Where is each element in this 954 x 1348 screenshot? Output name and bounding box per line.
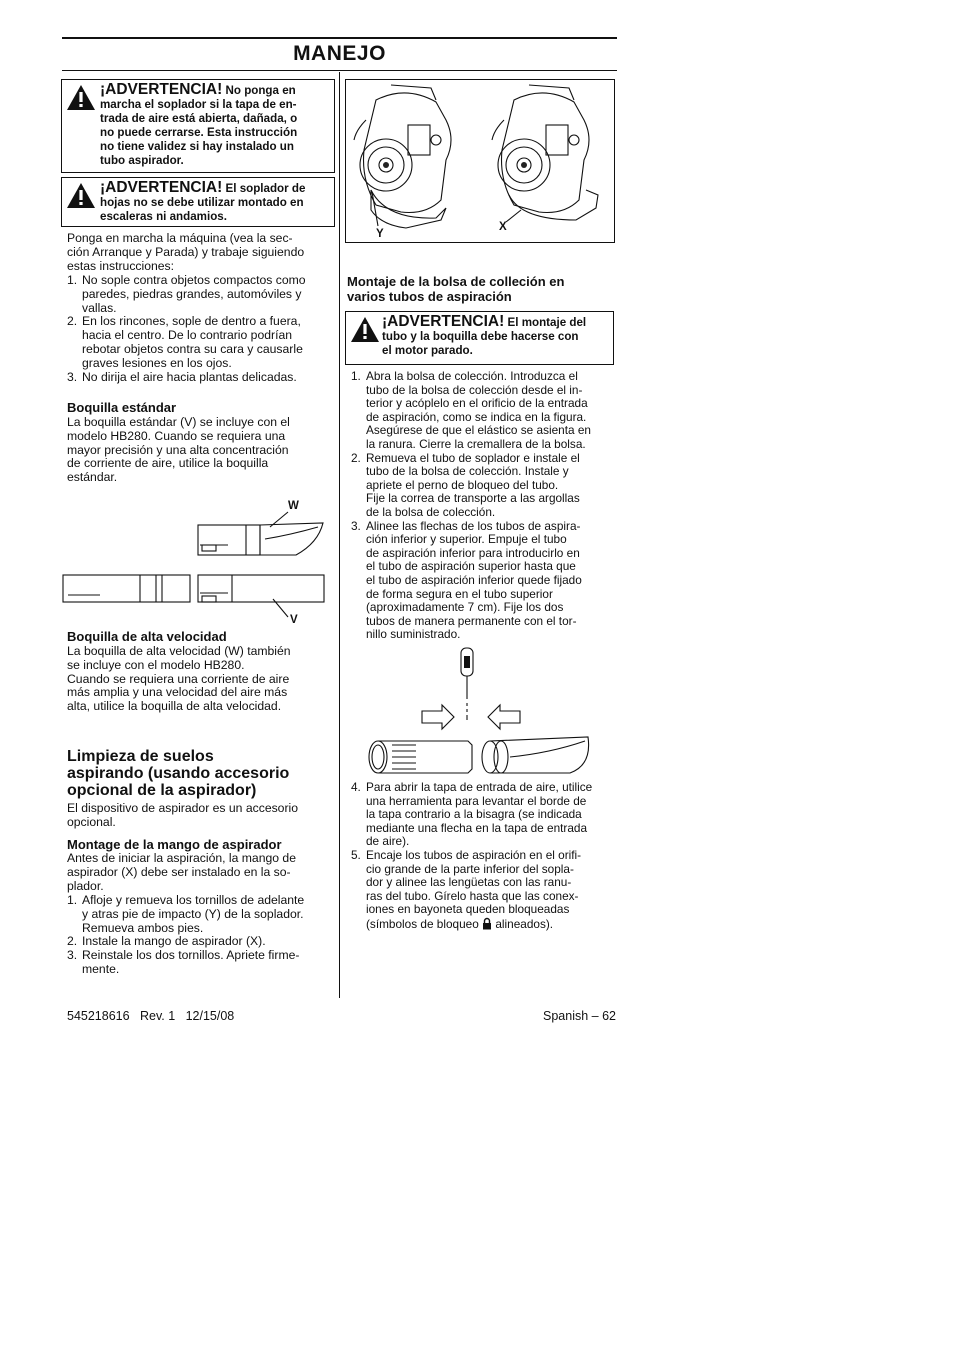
list-item: [347, 849, 617, 932]
text-line: de aspiración inferior para introducirlo en: [366, 545, 580, 560]
intake-steps-list: [347, 781, 617, 932]
text-line: de la bolsa de colección.: [366, 504, 496, 519]
section-heading-bag: [347, 274, 615, 304]
section-heading: Montage de la mango de aspirador: [67, 837, 282, 852]
section-title-vacuum: [67, 748, 337, 799]
text-line: rebotar objetos contra su cara y causarle: [82, 341, 303, 356]
text-line: nillo suministrado.: [366, 627, 461, 642]
text-line: plador.: [67, 878, 104, 893]
warning-box-motor-stopped: [345, 311, 614, 365]
text-line: Remueva el tubo de soplador e instale el: [366, 450, 580, 465]
warning-text: hojas no se debe utilizar montado en: [100, 196, 304, 209]
text-line: (aproximadamente 7 cm). Fije los dos: [366, 600, 564, 615]
page-title: MANEJO: [293, 42, 386, 65]
text-line: ción Arranque y Parada) y trabaje siguiendo: [67, 244, 305, 259]
figure-label-w: W: [288, 500, 299, 512]
warning-heading: ¡ADVERTENCIA!: [100, 81, 223, 98]
text-line: la tapa contrario a la bisagra (se indicada: [366, 807, 582, 822]
text-line: el tubo de aspiración inferior quede fijado: [366, 572, 582, 587]
list-item: [347, 781, 617, 849]
warning-text: El soplador de: [225, 182, 306, 195]
lock-icon: [482, 917, 492, 930]
text-line: graves lesiones en los ojos.: [82, 355, 232, 370]
hv-nozzle-paragraph: [67, 645, 339, 714]
column-divider: [339, 72, 340, 998]
intro-paragraph: [67, 232, 337, 273]
text-line: Cuando se requiera una corriente de aire: [67, 671, 290, 686]
text-line: Antes de iniciar la aspiración, la mango de: [67, 851, 296, 865]
warning-text: tubo y la boquilla debe hacerse con: [382, 330, 579, 343]
text-line: Montaje de la bolsa de colleción en: [347, 274, 565, 289]
text-line: dor y alinee las lengüetas con las ranu-: [366, 875, 572, 890]
text-line: El dispositivo de aspirador es un accesorio: [67, 801, 299, 815]
warning-text: tubo aspirador.: [100, 154, 184, 167]
text-line: La boquilla estándar (V) se incluye con el: [67, 415, 290, 429]
text-line: varios tubos de aspiración: [347, 289, 512, 304]
text-line: la ranura. Cierre la cremallera de la bolsa.: [366, 436, 586, 451]
text-line: y atras pie de impacto (Y) de la soplador.: [82, 906, 304, 921]
step-number: 1.: [67, 893, 78, 907]
text-line: tubo de la bolsa de colección. Instale y: [366, 464, 569, 479]
text-line: mente.: [82, 961, 120, 976]
list-item: [347, 452, 617, 520]
text-line: Asegúrese de que el elástico se asienta en: [366, 423, 591, 438]
text-line: Para abrir la tapa de entrada de aire, utilice: [366, 780, 593, 794]
blower-figure: [346, 80, 612, 240]
warning-text: trada de aire está abierta, dañada, o: [100, 112, 298, 125]
text-line: de corriente de aire, utilice la boquilla: [67, 456, 269, 471]
text-line: ción inferior y superior. Empuje el tubo: [366, 532, 567, 547]
text-line: de aire).: [366, 834, 410, 849]
step-number: 1.: [351, 369, 361, 383]
text-fragment: alineados).: [495, 916, 554, 931]
warning-heading: ¡ADVERTENCIA!: [100, 179, 223, 196]
warning-text: No ponga en: [225, 84, 296, 97]
text-line: Ponga en marcha la máquina (vea la sec-: [67, 231, 293, 245]
list-item: [67, 894, 339, 935]
text-line: Encaje los tubos de aspiración en el orifi-: [366, 847, 582, 862]
bag-steps-list: [347, 370, 617, 642]
text-line: una herramienta para levantar el borde de: [366, 793, 587, 808]
figure-label-v: V: [290, 614, 298, 626]
list-item: [347, 520, 617, 642]
text-line: Reinstale los dos tornillos. Apriete firme-: [82, 948, 300, 963]
warning-text: marcha el soplador si la tapa de en-: [100, 98, 297, 111]
text-line: opcional de la aspirador): [67, 782, 257, 799]
text-line: tubos de manera permanente con el tor-: [366, 613, 577, 628]
title-rule: [62, 70, 617, 71]
text-line: Abra la bolsa de colección. Introduzca el: [366, 369, 578, 383]
handle-paragraph: [67, 852, 339, 893]
text-line: iones en bayoneta queden bloqueadas: [366, 902, 570, 917]
step-number: 4.: [351, 780, 361, 794]
text-line: Remueva ambos pies.: [82, 920, 204, 935]
warning-text: no tiene validez si hay instalado un: [100, 140, 294, 153]
text-line: vallas.: [82, 300, 117, 315]
warning-triangle-icon: [66, 84, 96, 111]
step-number: 3.: [351, 518, 361, 533]
text-line: Instale la mango de aspirador (X).: [82, 934, 266, 949]
text-line: se incluye con el modelo HB280.: [67, 657, 245, 672]
text-line: tubo de la bolsa de colección desde el in-: [366, 382, 583, 397]
warning-text: el motor parado.: [382, 344, 473, 357]
text-line: mediante una flecha en la tapa de entrada: [366, 820, 588, 835]
text-line: alta, utilice la boquilla de alta velocidad.: [67, 699, 282, 714]
text-line: No sople contra objetos compactos como: [82, 273, 306, 287]
text-line: La boquilla de alta velocidad (W) también: [67, 644, 291, 658]
text-line: de forma segura en el tubo superior: [366, 586, 553, 601]
warning-text: escaleras ni andamios.: [100, 210, 227, 223]
handle-steps-list: [67, 894, 339, 977]
text-line: ras del tubo. Gírelo hasta que las conex-: [366, 888, 579, 903]
vacuum-paragraph: [67, 802, 339, 830]
top-rule: [62, 37, 617, 39]
tube-assembly-figure: [360, 645, 600, 780]
text-line: hacia el centro. De lo contrario podrían: [82, 328, 293, 343]
step-number: 3.: [67, 369, 78, 384]
text-line: Limpieza de suelos: [67, 748, 214, 765]
text-line: Afloje y remueva los tornillos de adelante: [82, 893, 305, 907]
text-line: Fije la correa de transporte a las argollas: [366, 491, 580, 506]
text-line: apriete el perno de bloqueo del tubo.: [366, 477, 559, 492]
text-line: de aspiración, como se indica en la figura.: [366, 409, 587, 424]
list-item: [67, 935, 339, 949]
step-number: 2.: [67, 934, 78, 949]
list-item: [67, 949, 339, 977]
text-line: terior y acóplelo en el orificio de la entrada: [366, 396, 588, 411]
text-line: aspirando (usando accesorio: [67, 765, 290, 782]
std-nozzle-paragraph: [67, 416, 339, 485]
step-number: 3.: [67, 948, 78, 963]
warning-heading: ¡ADVERTENCIA!: [382, 313, 505, 330]
warning-text: El montaje del: [507, 316, 587, 329]
text-line: estas instrucciones:: [67, 258, 175, 273]
text-line: aspirador (X) debe ser instalado en la so-: [67, 864, 291, 879]
text-line: No dirija el aire hacia plantas delicadas.: [82, 369, 297, 384]
text-fragment: (símbolos de bloqueo: [366, 916, 479, 931]
list-item: [347, 370, 617, 452]
warning-box-intake-cover: [61, 79, 335, 173]
text-line: Alinee las flechas de los tubos de aspira-: [366, 518, 581, 533]
text-line: cio grande de la parte inferior del sopla-: [366, 861, 574, 876]
text-line: [366, 917, 617, 932]
footer-page-number: Spanish – 62: [543, 1009, 616, 1023]
step-number: 1.: [67, 273, 78, 287]
text-line: mayor precisión y una alta concentración: [67, 442, 289, 457]
text-line: En los rincones, sople de dentro a fuera,: [82, 314, 301, 329]
warning-triangle-icon: [350, 316, 380, 343]
footer-doc-id: 545218616 Rev. 1 12/15/08: [67, 1009, 235, 1023]
list-item: [67, 274, 339, 315]
nozzle-figure: [60, 495, 335, 630]
text-line: el tubo de aspiración superior hasta que: [366, 559, 576, 574]
warning-box-ladders: [61, 177, 335, 227]
list-item: [67, 371, 339, 385]
section-heading: Boquilla estándar: [67, 400, 177, 415]
figure-label-y: Y: [376, 228, 384, 240]
list-item: [67, 315, 339, 370]
text-line: modelo HB280. Cuando se requiera una: [67, 428, 286, 443]
blowing-steps-list: [67, 274, 339, 384]
warning-triangle-icon: [66, 182, 96, 209]
text-line: opcional.: [67, 814, 116, 829]
text-line: paredes, piedras grandes, automóviles y: [82, 286, 302, 301]
step-number: 2.: [351, 450, 361, 465]
step-number: 5.: [351, 847, 361, 862]
text-line: estándar.: [67, 470, 118, 485]
text-line: más amplia y una velocidad del aire más: [67, 685, 288, 700]
figure-label-x: X: [499, 221, 507, 233]
section-heading: Boquilla de alta velocidad: [67, 629, 227, 644]
step-number: 2.: [67, 314, 78, 329]
warning-text: no puede cerrarse. Esta instrucción: [100, 126, 298, 139]
